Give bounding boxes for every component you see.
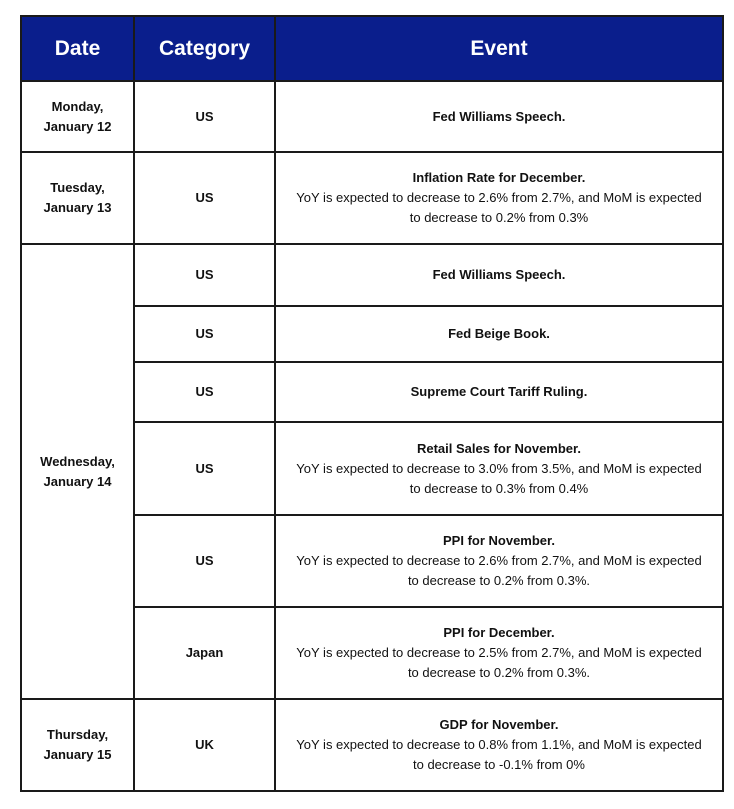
category-cell: US <box>134 422 275 515</box>
date-day: January 13 <box>43 200 112 215</box>
event-cell <box>275 699 723 791</box>
event-detail: YoY is expected to decrease to 2.6% from 2.7%, and MoM is expected to decrease to 0.2% from 0.3% <box>296 190 702 225</box>
date-weekday: Wednesday, <box>40 453 115 469</box>
table-row <box>21 152 723 244</box>
event-cell <box>275 422 723 515</box>
category-cell: US <box>134 515 275 607</box>
event-detail: YoY is expected to decrease to 0.8% from 1.1%, and MoM is expected to decrease to -0.1% from 0% <box>296 737 702 772</box>
event-cell <box>275 81 723 152</box>
date-cell <box>21 81 134 152</box>
date-weekday: Tuesday, <box>50 180 105 195</box>
event-title: Inflation Rate for December. <box>412 170 586 185</box>
event-cell <box>275 306 723 362</box>
header-date: Date <box>21 16 134 81</box>
category-cell: US <box>134 244 275 306</box>
date-day: January 15 <box>43 747 112 762</box>
table-row <box>21 81 723 152</box>
event-title: PPI for November. <box>443 533 555 548</box>
event-title: Fed Williams Speech. <box>432 267 566 282</box>
event-title: Supreme Court Tariff Ruling. <box>410 384 588 399</box>
date-cell <box>21 152 134 244</box>
event-title: Fed Beige Book. <box>448 326 550 341</box>
event-cell <box>275 607 723 699</box>
event-title: GDP for November. <box>439 717 559 732</box>
category-cell: US <box>134 152 275 244</box>
category-cell: US <box>134 362 275 422</box>
event-detail: YoY is expected to decrease to 2.6% from 2.7%, and MoM is expected to decrease to 0.2% from 0.3%. <box>296 553 702 588</box>
header-category: Category <box>134 16 275 81</box>
date-cell <box>21 699 134 791</box>
event-cell <box>275 362 723 422</box>
date-day: January 12 <box>43 118 112 134</box>
table-row <box>21 699 723 791</box>
category-cell: UK <box>134 699 275 791</box>
event-detail: YoY is expected to decrease to 2.5% from 2.7%, and MoM is expected to decrease to 0.2% from 0.3%. <box>296 645 702 680</box>
category-cell: US <box>134 81 275 152</box>
date-cell <box>21 244 134 699</box>
event-detail: YoY is expected to decrease to 3.0% from 3.5%, and MoM is expected to decrease to 0.3% from 0.4% <box>296 460 702 496</box>
date-day: January 14 <box>43 473 112 489</box>
economic-calendar-table <box>20 15 724 792</box>
event-cell <box>275 244 723 306</box>
table-row <box>21 244 723 306</box>
header-row <box>21 16 723 81</box>
calendar-table-wrapper <box>20 15 724 792</box>
header-event: Event <box>275 16 723 81</box>
event-title: Retail Sales for November. <box>416 440 581 456</box>
event-cell <box>275 515 723 607</box>
event-title: PPI for December. <box>443 625 555 640</box>
event-title: Fed Williams Speech. <box>432 108 566 124</box>
category-cell: US <box>134 306 275 362</box>
date-weekday: Thursday, <box>46 727 109 742</box>
category-cell: Japan <box>134 607 275 699</box>
event-cell <box>275 152 723 244</box>
date-weekday: Monday, <box>51 98 104 114</box>
